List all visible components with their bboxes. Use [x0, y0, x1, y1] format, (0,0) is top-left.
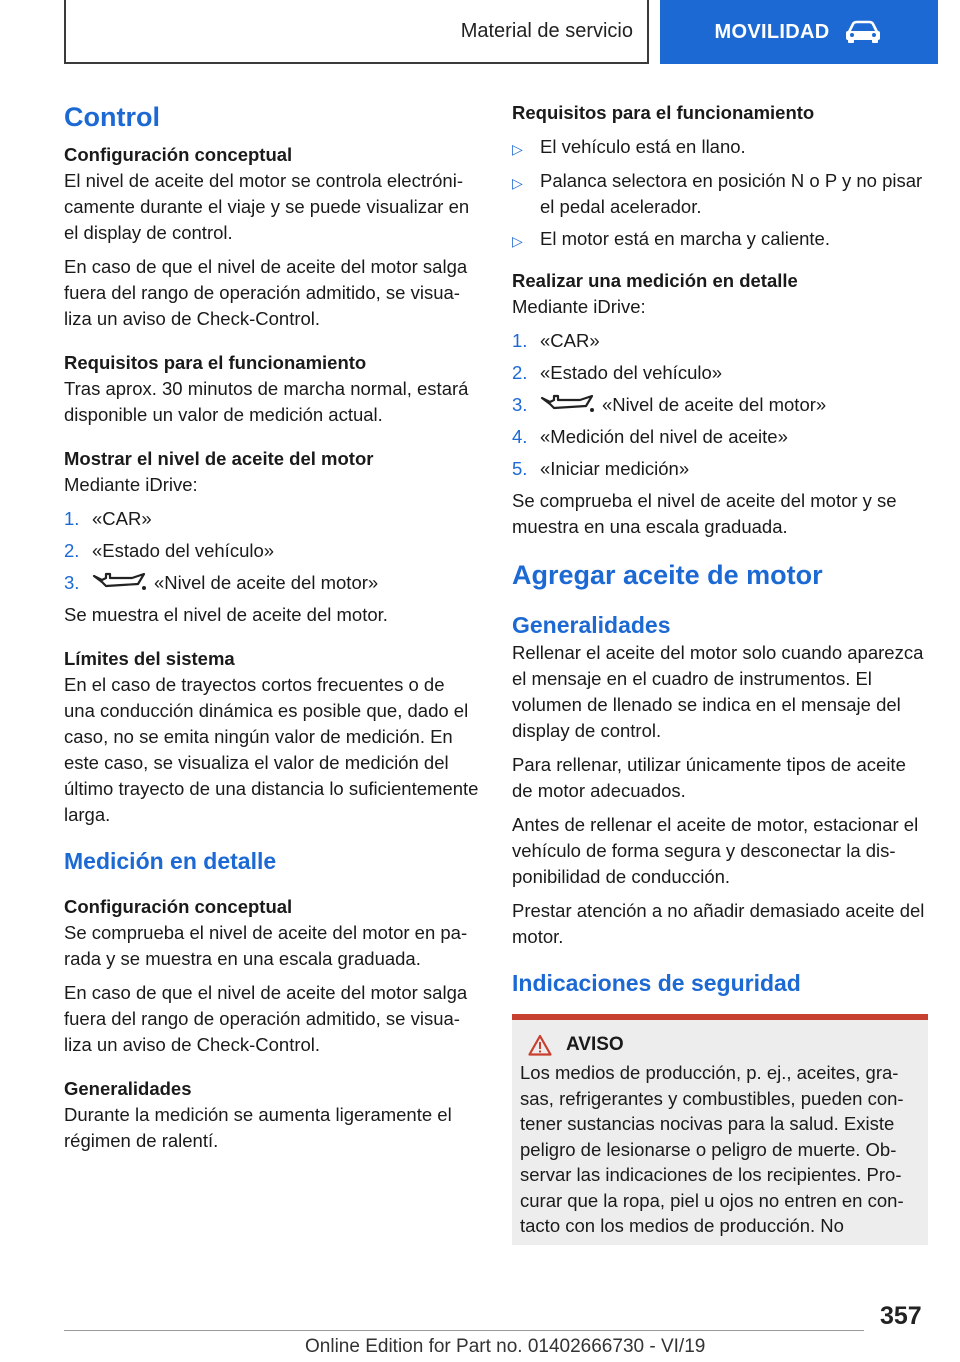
list-item: 3. «Nivel de aceite del motor»: [512, 394, 827, 415]
warning-triangle-icon: [528, 1034, 552, 1056]
paragraph: Antes de rellenar el aceite de motor, estacionar el vehículo de forma segura y desconectar la disponibilidad de conducción.: [512, 814, 919, 887]
paragraph: Durante la medición se aumenta ligeramente el régimen de ralentí.: [64, 1104, 452, 1151]
car-icon: [843, 20, 883, 44]
list-item: ▷ El motor está en marcha y caliente.: [512, 226, 928, 254]
header-section-box: [64, 0, 649, 64]
paragraph: En caso de que el nivel de aceite del motor salga fuera del rango de operación admitido, se visualiza un aviso de Check-Control.: [64, 982, 468, 1055]
heading-control: Control: [64, 102, 160, 132]
steps-list: [64, 506, 480, 596]
warning-title: [528, 1034, 920, 1056]
paragraph: En caso de que el nivel de aceite del motor salga fuera del rango de operación admitido, se visualiza un aviso de Check-Control.: [64, 256, 468, 329]
warning-box: [512, 1014, 928, 1245]
heading-generalidades: Generalidades: [512, 612, 671, 638]
subheading-configuracion-2: Configuración conceptual: [64, 896, 293, 917]
footer-divider: [64, 1330, 864, 1331]
paragraph: Rellenar el aceite del motor solo cuando aparezca el mensaje en el cuadro de instrumentos. El volumen de llenado se indica en el mensaje del display de control.: [512, 642, 924, 741]
list-item: ▷ El vehículo está en llano.: [512, 134, 928, 162]
triangle-bullet-icon: ▷: [512, 175, 523, 191]
paragraph: Para rellenar, utilizar únicamente tipos de aceite de motor adecuados.: [512, 754, 906, 801]
list-item: 4. «Medición del nivel de aceite»: [512, 426, 788, 447]
list-item: 1. «CAR»: [512, 330, 600, 351]
header-chapter-tab[interactable]: [660, 0, 938, 64]
paragraph: Se muestra el nivel de aceite del motor.: [64, 604, 388, 625]
warning-text: Los medios de producción, p. ej., aceites, grasas, refrigerantes y combustibles, pueden contener sustancias nocivas para la salud. Existe peligro de lesionarse o peligro de muerte. Observar las indicaciones de los recipientes. Procurar que la ropa, piel u ojos no entren en contacto con los medios de producción. No: [520, 1062, 904, 1236]
subheading-limites: Límites del sistema: [64, 648, 235, 669]
right-column: [512, 100, 928, 1245]
heading-agregar-aceite: Agregar aceite de motor: [512, 560, 823, 590]
paragraph: Tras aprox. 30 minutos de marcha normal, estará disponible un valor de medición actual.: [64, 378, 469, 425]
subheading-generalidades: Generalidades: [64, 1078, 192, 1099]
list-item: 2. «Estado del vehículo»: [64, 540, 275, 561]
subheading-requisitos: Requisitos para el funcionamiento: [64, 352, 367, 373]
oil-can-icon: [92, 570, 148, 592]
paragraph: El nivel de aceite del motor se controla electrónicamente durante el viaje y se puede visualizar en el display de control.: [64, 170, 470, 243]
header-section-title: Material de servicio: [460, 19, 633, 42]
footer-edition: Online Edition for Part no. 01402666730 - VI/19: [305, 1336, 706, 1357]
requirements-list: [512, 134, 928, 254]
list-item: ▷ Palanca selectora en posición N o P y no pisar el pedal acelerador.: [512, 168, 928, 220]
triangle-bullet-icon: ▷: [512, 141, 523, 157]
paragraph: Prestar atención a no añadir demasiado aceite del motor.: [512, 900, 925, 947]
list-item: 1. «CAR»: [64, 508, 152, 529]
subheading-requisitos-detalle: Requisitos para el funcionamiento: [512, 102, 815, 123]
left-column: [64, 100, 480, 1154]
subheading-configuracion: Configuración conceptual: [64, 144, 293, 165]
list-item: 3. «Nivel de aceite del motor»: [64, 572, 379, 593]
paragraph: Mediante iDrive:: [512, 296, 646, 317]
heading-indicaciones-seguridad: Indicaciones de seguridad: [512, 970, 801, 996]
page-number: 357: [880, 1302, 922, 1330]
oil-can-icon: [540, 392, 596, 414]
subheading-mostrar-nivel: Mostrar el nivel de aceite del motor: [64, 448, 374, 469]
paragraph: Mediante iDrive:: [64, 474, 198, 495]
triangle-bullet-icon: ▷: [512, 233, 523, 249]
subheading-realizar-medicion: Realizar una medición en detalle: [512, 270, 798, 291]
steps-list: [512, 328, 928, 482]
paragraph: En el caso de trayectos cortos frecuentes o de una conducción dinámica es posible que, dado el caso, no se emita ningún valor de medición. En este caso, se visualiza el valor de medición del último trayecto de una distancia lo suficientemente larga.: [64, 674, 479, 825]
heading-medicion-detalle: Medición en detalle: [64, 848, 277, 874]
paragraph: Se comprueba el nivel de aceite del motor en parada y se muestra en una escala graduada.: [64, 922, 468, 969]
list-item: 2. «Estado del vehículo»: [512, 362, 723, 383]
paragraph: Se comprueba el nivel de aceite del motor y se muestra en una escala graduada.: [512, 490, 897, 537]
warning-label: AVISO: [566, 1034, 624, 1055]
header-chapter-title: MOVILIDAD: [714, 20, 830, 43]
list-item: 5. «Iniciar medición»: [512, 458, 690, 479]
